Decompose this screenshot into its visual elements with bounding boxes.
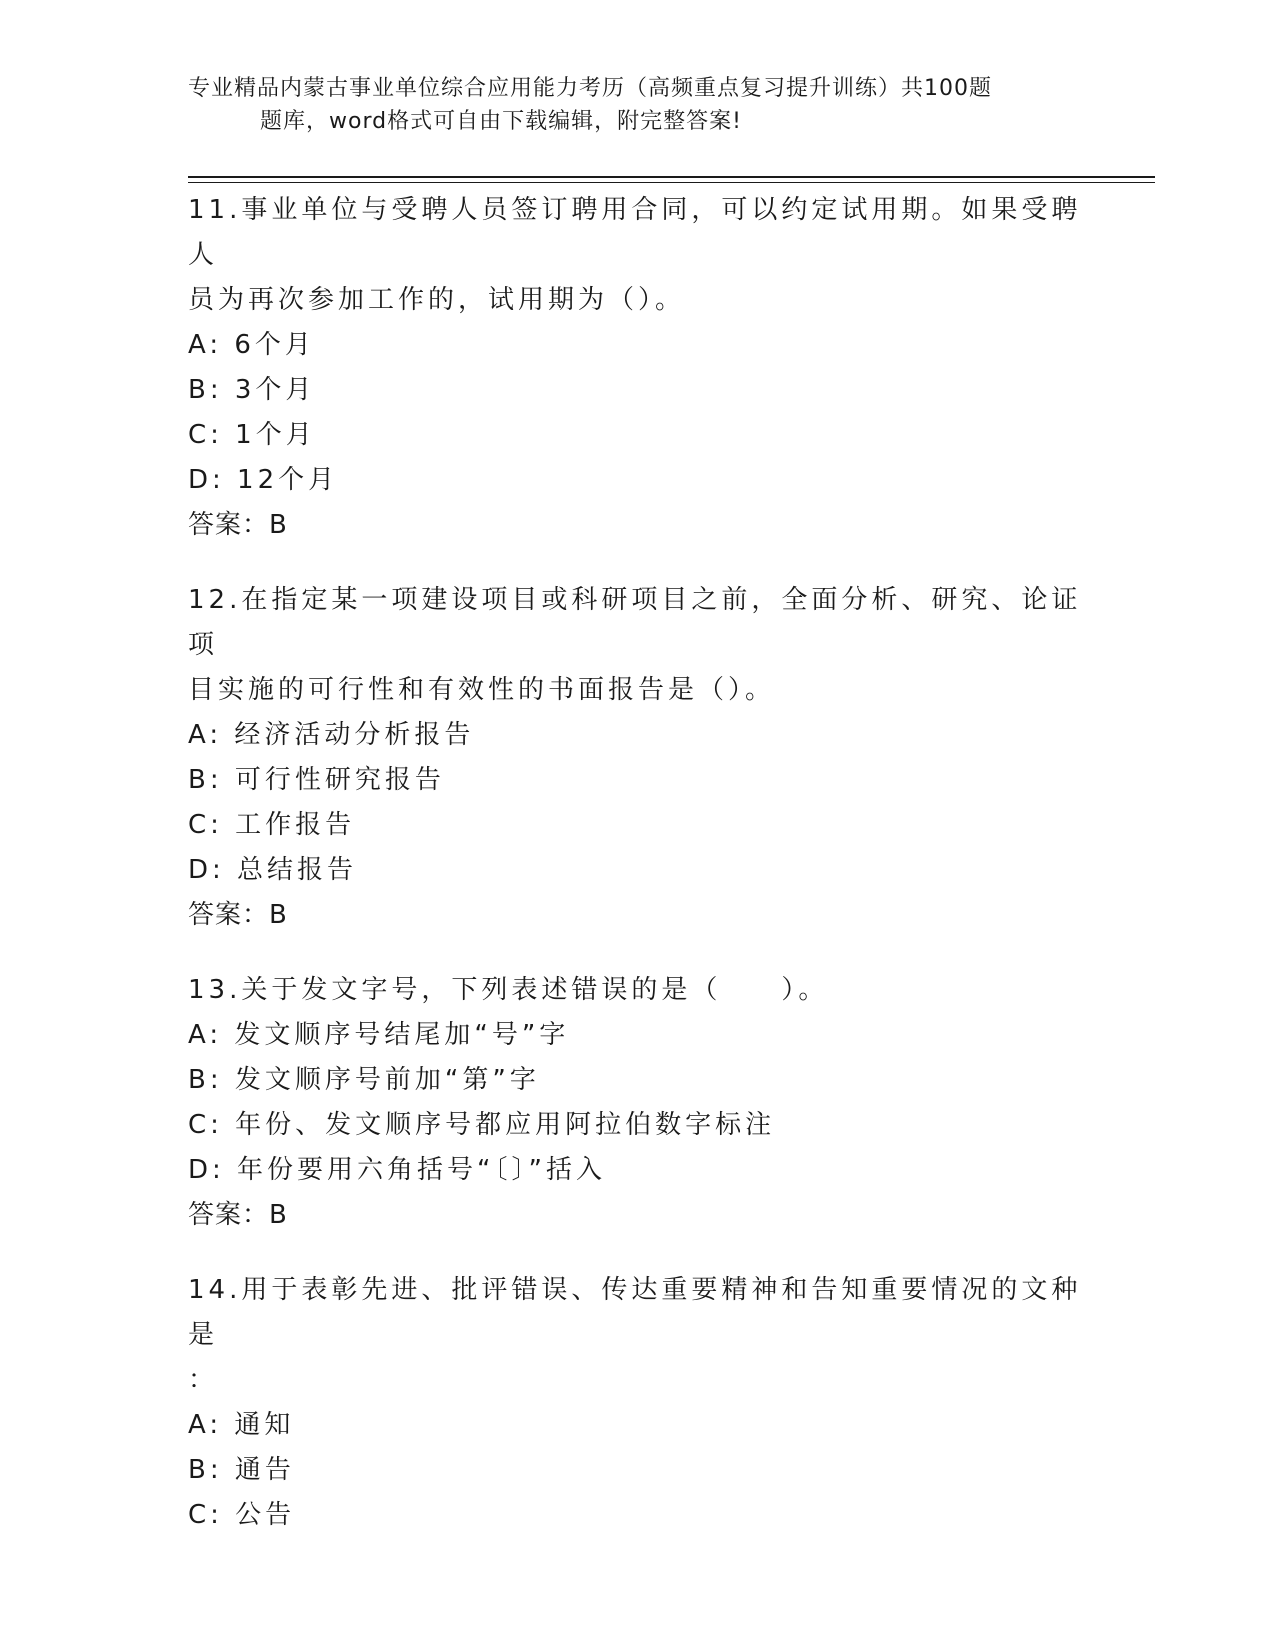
option-c: C: 年份、发文顺序号都应用阿拉伯数字标注 (188, 1110, 776, 1140)
question-13 (188, 968, 1088, 1238)
header-divider-thin (188, 182, 1155, 183)
question-12 (188, 578, 1088, 938)
answer-line: 答案：B (188, 1200, 288, 1230)
question-stem-line: ： (188, 1365, 219, 1395)
question-list (188, 188, 1088, 1568)
option-c: C: 工作报告 (188, 810, 356, 840)
question-stem-line: 11.事业单位与受聘人员签订聘用合同，可以约定试用期。如果受聘人 (188, 195, 1082, 270)
document-header (188, 72, 1068, 138)
option-a: A: 通知 (188, 1410, 295, 1440)
option-a: A: 发文顺序号结尾加“号”字 (188, 1020, 570, 1050)
question-stem-line: 14.用于表彰先进、批评错误、传达重要精神和告知重要情况的文种是 (188, 1275, 1082, 1350)
question-11 (188, 188, 1088, 548)
question-stem-line: 目实施的可行性和有效性的书面报告是（）。 (188, 675, 776, 705)
option-b: B: 3个月 (188, 375, 316, 405)
option-a: A: 经济活动分析报告 (188, 720, 475, 750)
option-a: A: 6个月 (188, 330, 315, 360)
option-d: D: 总结报告 (188, 855, 358, 885)
answer-line: 答案：B (188, 900, 288, 930)
header-divider-thick (188, 176, 1155, 178)
option-d: D: 12个月 (188, 465, 339, 495)
question-stem-line: 员为再次参加工作的，试用期为（）。 (188, 285, 686, 315)
question-14 (188, 1268, 1088, 1538)
option-c: C: 公告 (188, 1500, 296, 1530)
question-stem-line: 12.在指定某一项建设项目或科研项目之前，全面分析、研究、论证项 (188, 585, 1082, 660)
option-d: D: 年份要用六角括号“〔〕”括入 (188, 1155, 606, 1185)
question-stem-line: 13.关于发文字号，下列表述错误的是（ ）。 (188, 975, 829, 1005)
answer-line: 答案：B (188, 510, 288, 540)
option-b: B: 通告 (188, 1455, 295, 1485)
option-b: B: 发文顺序号前加“第”字 (188, 1065, 540, 1095)
header-title-line-2: 题库，word格式可自由下载编辑，附完整答案! (260, 109, 742, 134)
option-b: B: 可行性研究报告 (188, 765, 445, 795)
option-c: C: 1个月 (188, 420, 316, 450)
header-title-line-1: 专业精品内蒙古事业单位综合应用能力考历（高频重点复习提升训练）共100题 (188, 76, 992, 101)
